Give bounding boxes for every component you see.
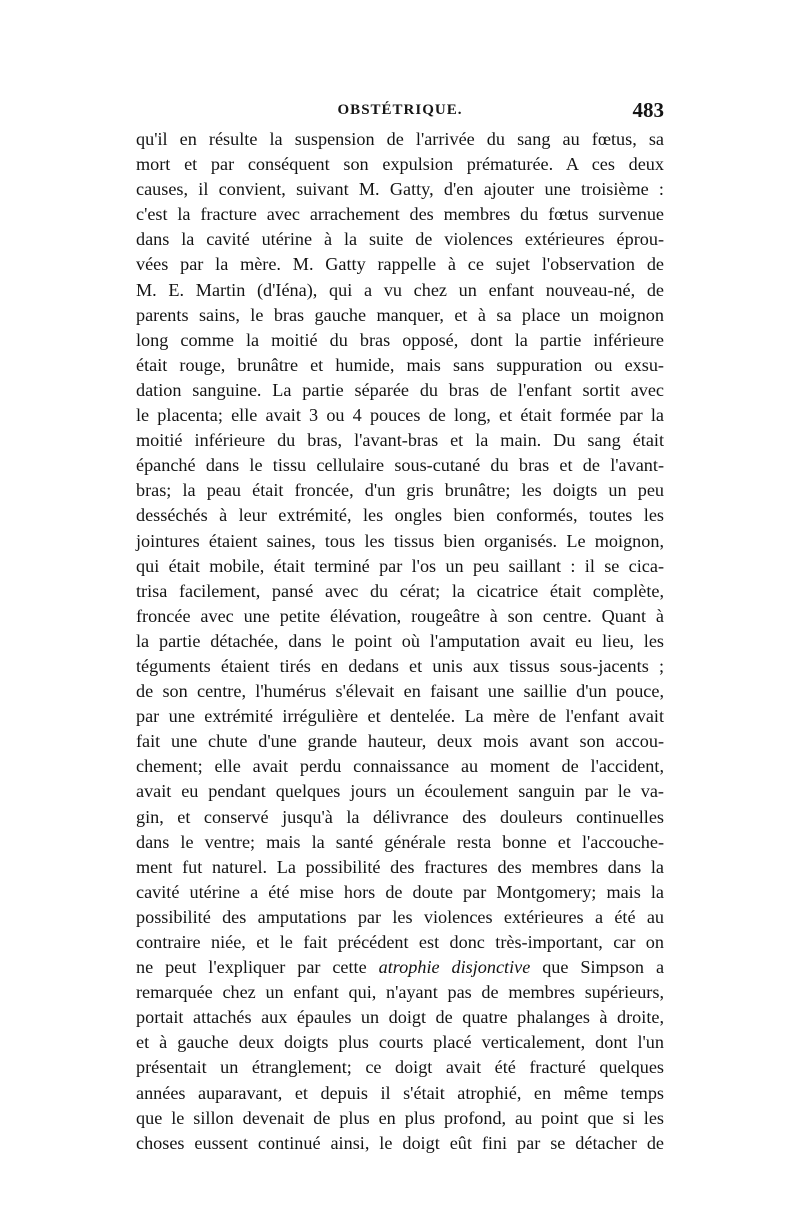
line-tail: que Simpson a: [542, 957, 665, 978]
text-line: possibilité des amputations par les violences extérieures a été au: [136, 906, 664, 927]
text-line: choses eussent continué ainsi, le doigt eût fini par se détacher de: [136, 1132, 664, 1153]
text-line: parents sains, le bras gauche manquer, et à sa place un moignon: [136, 304, 664, 325]
text-line: par une extrémité irrégulière et dentelée. La mère de l'enfant avait: [136, 706, 664, 727]
text-line: années auparavant, et depuis il s'était atrophié, en même temps: [136, 1082, 664, 1103]
text-line: dans la cavité utérine à la suite de violences extérieures éprou-: [136, 229, 664, 250]
text-line: le placenta; elle avait 3 ou 4 pouces de long, et était formée par la: [136, 405, 664, 426]
text-line: fait une chute d'une grande hauteur, deux mois avant son accou-: [136, 731, 664, 752]
text-line: froncée avec une petite élévation, rougeâtre à son centre. Quant à: [136, 605, 664, 626]
body-text: [136, 127, 664, 1156]
text-line: c'est la fracture avec arrachement des membres du fœtus survenue: [136, 204, 664, 225]
text-line: présentait un étranglement; ce doigt avait été fracturé quelques: [136, 1057, 664, 1078]
text-line: ment fut naturel. La possibilité des fractures des membres dans la: [136, 856, 664, 877]
text-line: dans le ventre; mais la santé générale resta bonne et l'accouche-: [136, 831, 664, 852]
text-line: de son centre, l'humérus s'élevait en faisant une saillie d'un pouce,: [136, 681, 664, 702]
text-line: était rouge, brunâtre et humide, mais sans suppuration ou exsu-: [136, 354, 664, 375]
text-line: épanché dans le tissu cellulaire sous-cutané du bras et de l'avant-: [136, 455, 664, 476]
text-line-with-italic: [136, 955, 664, 980]
text-line: chement; elle avait perdu connaissance au moment de l'accident,: [136, 756, 664, 777]
page-number: 483: [632, 98, 664, 122]
text-line: que le sillon devenait de plus en plus profond, au point que si les: [136, 1107, 664, 1128]
text-line: gin, et conservé jusqu'à la délivrance des douleurs continuelles: [136, 806, 664, 827]
page-header: [136, 98, 664, 126]
running-title: OBSTÉTRIQUE.: [337, 102, 463, 118]
text-line: vées par la mère. M. Gatty rappelle à ce sujet l'observation de: [136, 254, 664, 275]
text-line: trisa facilement, pansé avec du cérat; la cicatrice était complète,: [136, 580, 664, 601]
text-line: cavité utérine a été mise hors de doute par Montgomery; mais la: [136, 881, 664, 902]
text-line: bras; la peau était froncée, d'un gris brunâtre; les doigts un peu: [136, 480, 664, 501]
text-line: M. E. Martin (d'Iéna), qui a vu chez un enfant nouveau-né, de: [136, 279, 664, 300]
text-line: portait attachés aux épaules un doigt de quatre phalanges à droite,: [136, 1007, 664, 1028]
text-line: causes, il convient, suivant M. Gatty, d'en ajouter une troisième :: [136, 179, 664, 200]
text-line: dation sanguine. La partie séparée du bras de l'enfant sortit avec: [136, 379, 664, 400]
text-line: moitié inférieure du bras, l'avant-bras et la main. Du sang était: [136, 430, 664, 451]
text-line: contraire niée, et le fait précédent est donc très-important, car on: [136, 932, 664, 952]
text-line: qui était mobile, était terminé par l'os un peu saillant : il se cica-: [136, 555, 664, 576]
italic-term: atrophie disjonctive: [378, 957, 531, 978]
text-line: avait eu pendant quelques jours un écoulement sanguin par le va-: [136, 781, 664, 802]
text-line: qu'il en résulte la suspension de l'arrivée du sang au fœtus, sa: [136, 129, 664, 149]
text-line: long comme la moitié du bras opposé, dont la partie inférieure: [136, 329, 664, 350]
text-line: mort et par conséquent son expulsion prématurée. A ces deux: [136, 154, 664, 175]
text-line: desséchés à leur extrémité, les ongles bien conformés, toutes les: [136, 505, 664, 526]
text-line: jointures étaient saines, tous les tissus bien organisés. Le moignon,: [136, 530, 664, 551]
text-line: et à gauche deux doigts plus courts placé verticalement, dont l'un: [136, 1032, 664, 1053]
line-lead: ne peut l'expliquer par cette: [136, 957, 367, 978]
text-line: remarquée chez un enfant qui, n'ayant pas de membres supérieurs,: [136, 982, 664, 1003]
text-line: la partie détachée, dans le point où l'amputation avait eu lieu, les: [136, 630, 664, 651]
text-line: téguments étaient tirés en dedans et unis aux tissus sous-jacents ;: [136, 655, 664, 676]
